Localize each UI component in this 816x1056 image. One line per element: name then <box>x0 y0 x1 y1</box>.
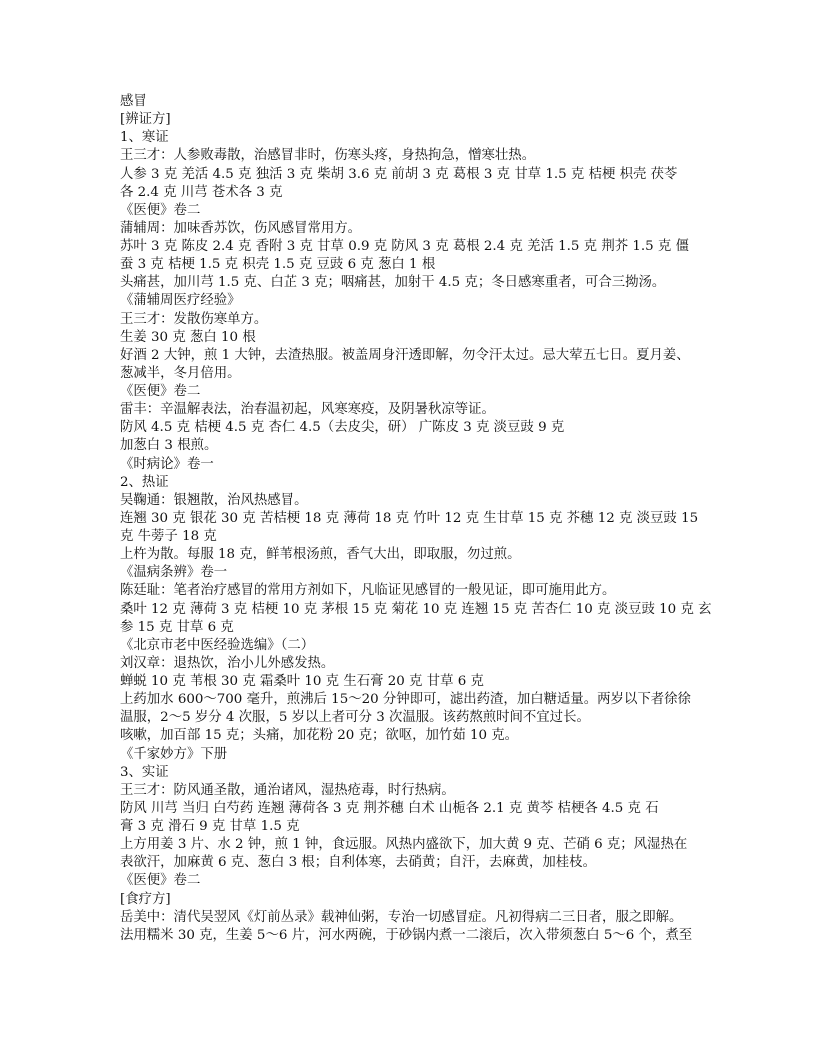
text-line: 温服，2～5 岁分 4 次服，5 岁以上者可分 3 次温服。该药熬煎时间不宜过长。 <box>120 710 590 726</box>
text-line: 咳嗽，加百部 15 克；头痛，加花粉 20 克；欲呕，加竹茹 10 克。 <box>120 728 519 744</box>
text-line: 上药加水 600～700 毫升，煎沸后 15～20 分钟即可，滤出药渣，加白糖适量。两岁以下者徐徐 <box>120 692 691 708</box>
text-line: 蒲辅周：加味香苏饮，伤风感冒常用方。 <box>120 220 362 236</box>
text-line: 葱减半，冬月倍用。 <box>120 365 241 381</box>
subsection-heading-hanzheng: 1、寒证 <box>120 130 169 146</box>
text-line: 加葱白 3 根煎。 <box>120 438 218 454</box>
text-line: 蝉蜕 10 克 苇根 30 克 霜桑叶 10 克 生石膏 20 克 甘草 6 克 <box>120 674 484 689</box>
text-line: 表欲汗，加麻黄 6 克、葱白 3 根；自利体寒，去硝黄；自汗，去麻黄，加桂枝。 <box>120 855 596 871</box>
text-line: 克 牛蒡子 18 克 <box>120 529 217 544</box>
section-heading-bianzhengfang: [辨证方] <box>120 112 171 128</box>
text-line: 蚕 3 克 桔梗 1.5 克 枳壳 1.5 克 豆豉 6 克 葱白 1 根 <box>120 257 436 273</box>
doc-title: 感冒 <box>120 94 147 109</box>
text-line: 各 2.4 克 川芎 苍术各 3 克 <box>120 184 283 200</box>
text-line: 岳美中：清代吴翌风《灯前丛录》载神仙粥，专治一切感冒症。凡初得病二三日者，服之即解。 <box>120 909 683 925</box>
text-line: 防风 4.5 克 桔梗 4.5 克 杏仁 4.5（去皮尖，研） 广陈皮 3 克 淡豆豉 9 克 <box>120 420 565 436</box>
text-line: 陈廷耻：笔者治疗感冒的常用方剂如下，凡临证见感冒的一般见证，即可施用此方。 <box>120 583 616 599</box>
text-line: 王三才：人参败毒散，治感冒非时，伤寒头疼，身热拘急，憎寒壮热。 <box>120 148 536 164</box>
text-line: 雷丰：辛温解表法，治春温初起，风寒寒疫，及阴暑秋凉等证。 <box>120 402 495 418</box>
text-line: 法用糯米 30 克，生姜 5～6 片，河水两碗，于砂锅内煮一二滚后，次入带须葱白 5～6 个，煮至 <box>120 927 693 943</box>
text-line: 桑叶 12 克 薄荷 3 克 桔梗 10 克 茅根 15 克 菊花 10 克 连翘 15 克 苦杏仁 10 克 淡豆豉 10 克 玄 <box>120 601 712 617</box>
text-line: 膏 3 克 滑石 9 克 甘草 1.5 克 <box>120 819 300 834</box>
source-citation: 《千家妙方》下册 <box>120 746 228 762</box>
source-citation: 《北京市老中医经验选编》（二） <box>120 637 315 653</box>
source-citation: 《温病条辨》卷一 <box>120 565 228 581</box>
text-line: 刘汉章：退热饮，治小儿外感发热。 <box>120 655 335 671</box>
text-line: 生姜 30 克 葱白 10 根 <box>120 329 256 345</box>
source-citation: 《蒲辅周医疗经验》 <box>120 293 241 309</box>
section-heading-shiliaofang: [食疗方] <box>120 891 171 907</box>
text-line: 人参 3 克 羌活 4.5 克 独活 3 克 柴胡 3.6 克 前胡 3 克 葛根 3 克 甘草 1.5 克 桔梗 枳壳 茯苓 <box>120 166 678 182</box>
text-line: 好酒 2 大钟，煎 1 大钟，去渣热服。被盖周身汗透即解，勿令汗太过。忌大荤五七日。夏月姜、 <box>120 347 690 363</box>
subsection-heading-rezheng: 2、热证 <box>120 474 169 490</box>
text-line: 苏叶 3 克 陈皮 2.4 克 香附 3 克 甘草 0.9 克 防风 3 克 葛根 2.4 克 羌活 1.5 克 荆芥 1.5 克 僵 <box>120 239 689 254</box>
document-page <box>120 93 710 945</box>
source-citation: 《医便》卷二 <box>120 202 201 218</box>
text-line: 王三才：防风通圣散，通治诸风，湿热疮毒，时行热病。 <box>120 782 455 798</box>
text-line: 上杵为散。每服 18 克，鲜苇根汤煎，香气大出，即取服，勿过煎。 <box>120 547 521 563</box>
text-line: 吴鞠通：银翘散，治风热感冒。 <box>120 492 308 508</box>
text-line: 参 15 克 甘草 6 克 <box>120 619 234 635</box>
source-citation: 《医便》卷二 <box>120 873 201 889</box>
subsection-heading-shizheng: 3、实证 <box>120 764 169 780</box>
text-line: 王三才：发散伤寒单方。 <box>120 311 268 327</box>
text-line: 头痛甚，加川芎 1.5 克、白芷 3 克；咽痛甚，加射干 4.5 克；冬日感寒重者，可合三拗汤。 <box>120 275 666 291</box>
text-line: 连翘 30 克 银花 30 克 苦桔梗 18 克 薄荷 18 克 竹叶 12 克 生甘草 15 克 芥穗 12 克 淡豆豉 15 <box>120 510 699 526</box>
text-line: 上方用姜 3 片、水 2 钟，煎 1 钟，食远服。风热内盛欲下，加大黄 9 克、芒硝 6 克；风湿热在 <box>120 837 688 853</box>
source-citation: 《医便》卷二 <box>120 384 201 399</box>
text-line: 防风 川芎 当归 白芍药 连翘 薄荷各 3 克 荆芥穗 白术 山栀各 2.1 克 黄芩 桔梗各 4.5 克 石 <box>120 800 659 816</box>
source-citation: 《时病论》卷一 <box>120 456 214 472</box>
